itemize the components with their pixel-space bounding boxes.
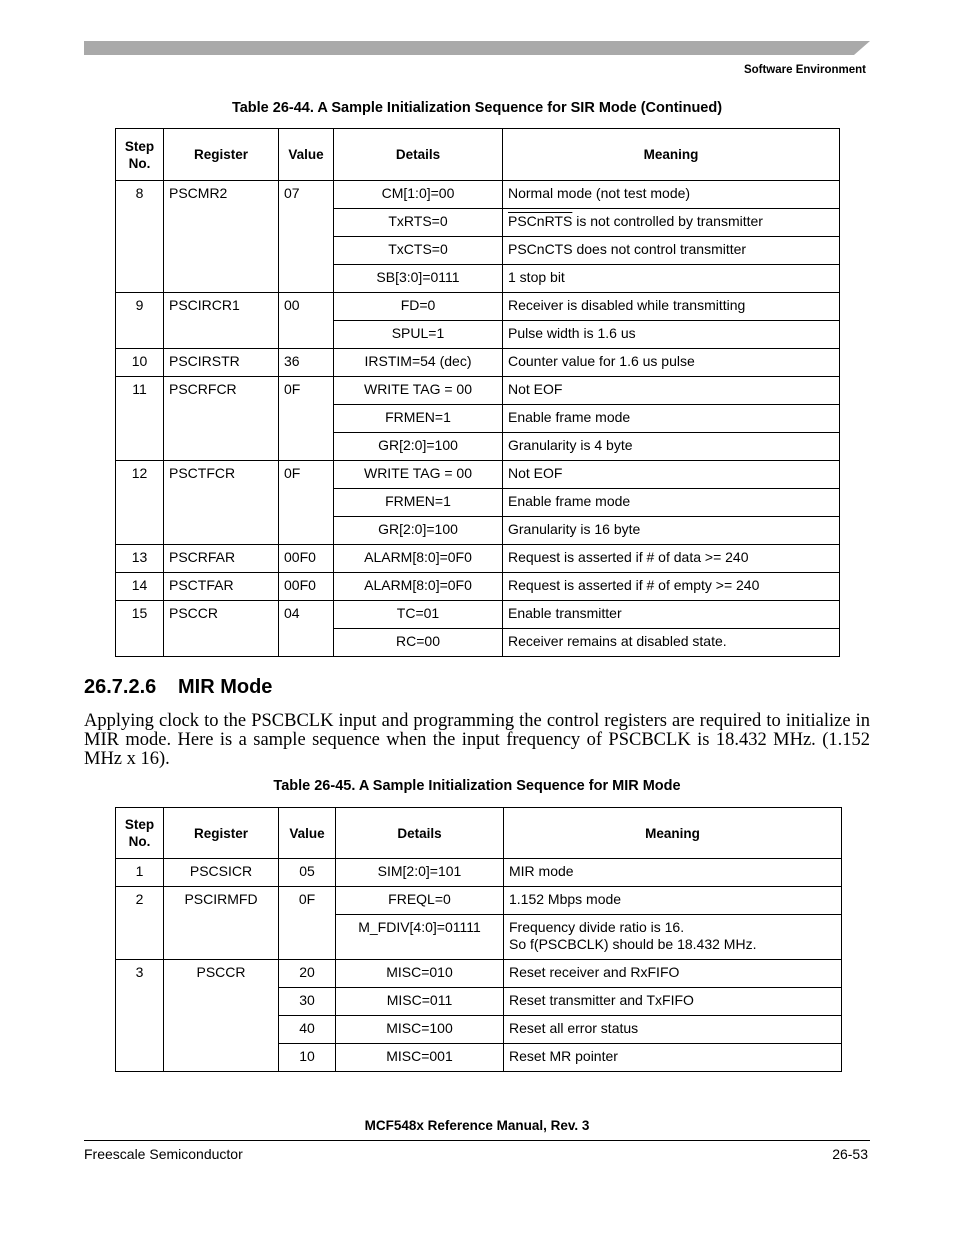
value-cell: 20 <box>279 960 336 988</box>
page-number: 26-53 <box>832 1146 868 1162</box>
details-cell: MISC=011 <box>336 988 504 1016</box>
meaning-cell: Granularity is 4 byte <box>503 433 840 461</box>
details-cell: TC=01 <box>334 601 503 629</box>
step-cell: 8 <box>116 181 164 293</box>
meaning-cell: PSCnRTS is not controlled by transmitter <box>503 209 840 237</box>
details-cell: CM[1:0]=00 <box>334 181 503 209</box>
value-cell: 04 <box>279 601 334 657</box>
step-cell: 3 <box>116 960 164 1072</box>
footer-divider <box>84 1140 870 1141</box>
register-cell: PSCMR2 <box>164 181 279 293</box>
value-cell: 0F <box>279 887 336 960</box>
details-cell: GR[2:0]=100 <box>334 517 503 545</box>
table2-header-register: Register <box>164 808 279 859</box>
details-cell: M_FDIV[4:0]=01111 <box>336 915 504 960</box>
table-row <box>116 960 842 988</box>
details-cell: ALARM[8:0]=0F0 <box>334 573 503 601</box>
details-cell: ALARM[8:0]=0F0 <box>334 545 503 573</box>
meaning-cell: Reset MR pointer <box>504 1044 842 1072</box>
details-cell: TxRTS=0 <box>334 209 503 237</box>
value-cell: 40 <box>279 1016 336 1044</box>
value-cell: 0F <box>279 377 334 461</box>
value-cell: 00 <box>279 293 334 349</box>
value-cell: 36 <box>279 349 334 377</box>
section-heading <box>84 676 272 699</box>
meaning-cell: Reset receiver and RxFIFO <box>504 960 842 988</box>
value-cell: 00F0 <box>279 545 334 573</box>
meaning-cell: Pulse width is 1.6 us <box>503 321 840 349</box>
meaning-cell: Not EOF <box>503 377 840 405</box>
table-row <box>116 859 842 887</box>
value-cell: 30 <box>279 988 336 1016</box>
table-row <box>116 573 840 601</box>
table-row <box>116 377 840 405</box>
body-paragraph: Applying clock to the PSCBCLK input and programming the control registers are required to initialize in MIR mode. Here is a sample sequence when the input frequency of PSCBCLK is 18.432 MHz. (1.152 MHz x 16). <box>84 711 870 769</box>
table2-header-meaning: Meaning <box>504 808 842 859</box>
running-header: Software Environment <box>743 64 866 76</box>
register-cell: PSCIRSTR <box>164 349 279 377</box>
meaning-cell: Receiver remains at disabled state. <box>503 629 840 657</box>
table2-caption: Table 26-45. A Sample Initialization Sequence for MIR Mode <box>273 778 681 794</box>
meaning-cell: Receiver is disabled while transmitting <box>503 293 840 321</box>
meaning-cell: 1 stop bit <box>503 265 840 293</box>
details-cell: MISC=010 <box>336 960 504 988</box>
details-cell: SPUL=1 <box>334 321 503 349</box>
step-cell: 10 <box>116 349 164 377</box>
table-row <box>116 601 840 629</box>
details-cell: IRSTIM=54 (dec) <box>334 349 503 377</box>
table1 <box>115 128 840 657</box>
table-row <box>116 461 840 489</box>
meaning-cell: MIR mode <box>504 859 842 887</box>
meaning-cell: PSCnCTS does not control transmitter <box>503 237 840 265</box>
register-cell: PSCSICR <box>164 859 279 887</box>
header-bar <box>84 41 870 55</box>
table2-header-value: Value <box>279 808 336 859</box>
register-cell: PSCTFAR <box>164 573 279 601</box>
meaning-cell: Granularity is 16 byte <box>503 517 840 545</box>
value-cell: 05 <box>279 859 336 887</box>
table1-header-value: Value <box>279 129 334 181</box>
footer-title: MCF548x Reference Manual, Rev. 3 <box>364 1118 590 1133</box>
meaning-cell: Reset transmitter and TxFIFO <box>504 988 842 1016</box>
meaning-cell: 1.152 Mbps mode <box>504 887 842 915</box>
section-title: MIR Mode <box>178 676 273 698</box>
step-cell: 9 <box>116 293 164 349</box>
table2 <box>115 807 842 1072</box>
table2-header-details: Details <box>336 808 504 859</box>
step-cell: 11 <box>116 377 164 461</box>
meaning-cell: Counter value for 1.6 us pulse <box>503 349 840 377</box>
footer-company: Freescale Semiconductor <box>84 1146 243 1162</box>
table1-header-register: Register <box>164 129 279 181</box>
table-row <box>116 181 840 209</box>
details-cell: RC=00 <box>334 629 503 657</box>
details-cell: FRMEN=1 <box>334 489 503 517</box>
step-cell: 2 <box>116 887 164 960</box>
details-cell: MISC=100 <box>336 1016 504 1044</box>
meaning-cell: Normal mode (not test mode) <box>503 181 840 209</box>
value-cell: 10 <box>279 1044 336 1072</box>
table1-header-step: Step No. <box>116 129 164 181</box>
meaning-cell: Enable transmitter <box>503 601 840 629</box>
register-cell: PSCTFCR <box>164 461 279 545</box>
step-cell: 14 <box>116 573 164 601</box>
table-row <box>116 293 840 321</box>
meaning-cell: Not EOF <box>503 461 840 489</box>
register-cell: PSCIRMFD <box>164 887 279 960</box>
details-cell: FREQL=0 <box>336 887 504 915</box>
table1-header-details: Details <box>334 129 503 181</box>
details-cell: WRITE TAG = 00 <box>334 377 503 405</box>
table-row <box>116 887 842 915</box>
step-cell: 1 <box>116 859 164 887</box>
details-cell: MISC=001 <box>336 1044 504 1072</box>
step-cell: 13 <box>116 545 164 573</box>
step-cell: 15 <box>116 601 164 657</box>
register-cell: PSCRFAR <box>164 545 279 573</box>
table-row <box>116 349 840 377</box>
meaning-cell: Reset all error status <box>504 1016 842 1044</box>
details-cell: FRMEN=1 <box>334 405 503 433</box>
meaning-cell: Request is asserted if # of data >= 240 <box>503 545 840 573</box>
meaning-cell: Enable frame mode <box>503 405 840 433</box>
meaning-cell: Enable frame mode <box>503 489 840 517</box>
table2-header-step: Step No. <box>116 808 164 859</box>
table1-caption: Table 26-44. A Sample Initialization Sequence for SIR Mode (Continued) <box>231 100 723 116</box>
details-cell: GR[2:0]=100 <box>334 433 503 461</box>
details-cell: SB[3:0]=0111 <box>334 265 503 293</box>
meaning-cell: Frequency divide ratio is 16. So f(PSCBCLK) should be 18.432 MHz. <box>504 915 842 960</box>
register-cell: PSCCR <box>164 960 279 1072</box>
table-row <box>116 545 840 573</box>
step-cell: 12 <box>116 461 164 545</box>
value-cell: 0F <box>279 461 334 545</box>
value-cell: 07 <box>279 181 334 293</box>
meaning-cell: Request is asserted if # of empty >= 240 <box>503 573 840 601</box>
details-cell: TxCTS=0 <box>334 237 503 265</box>
register-cell: PSCRFCR <box>164 377 279 461</box>
register-cell: PSCIRCR1 <box>164 293 279 349</box>
details-cell: WRITE TAG = 00 <box>334 461 503 489</box>
details-cell: SIM[2:0]=101 <box>336 859 504 887</box>
value-cell: 00F0 <box>279 573 334 601</box>
register-cell: PSCCR <box>164 601 279 657</box>
details-cell: FD=0 <box>334 293 503 321</box>
table1-header-meaning: Meaning <box>503 129 840 181</box>
signal-name-overline: PSCnRTS <box>508 213 573 229</box>
section-number: 26.7.2.6 <box>84 676 157 698</box>
